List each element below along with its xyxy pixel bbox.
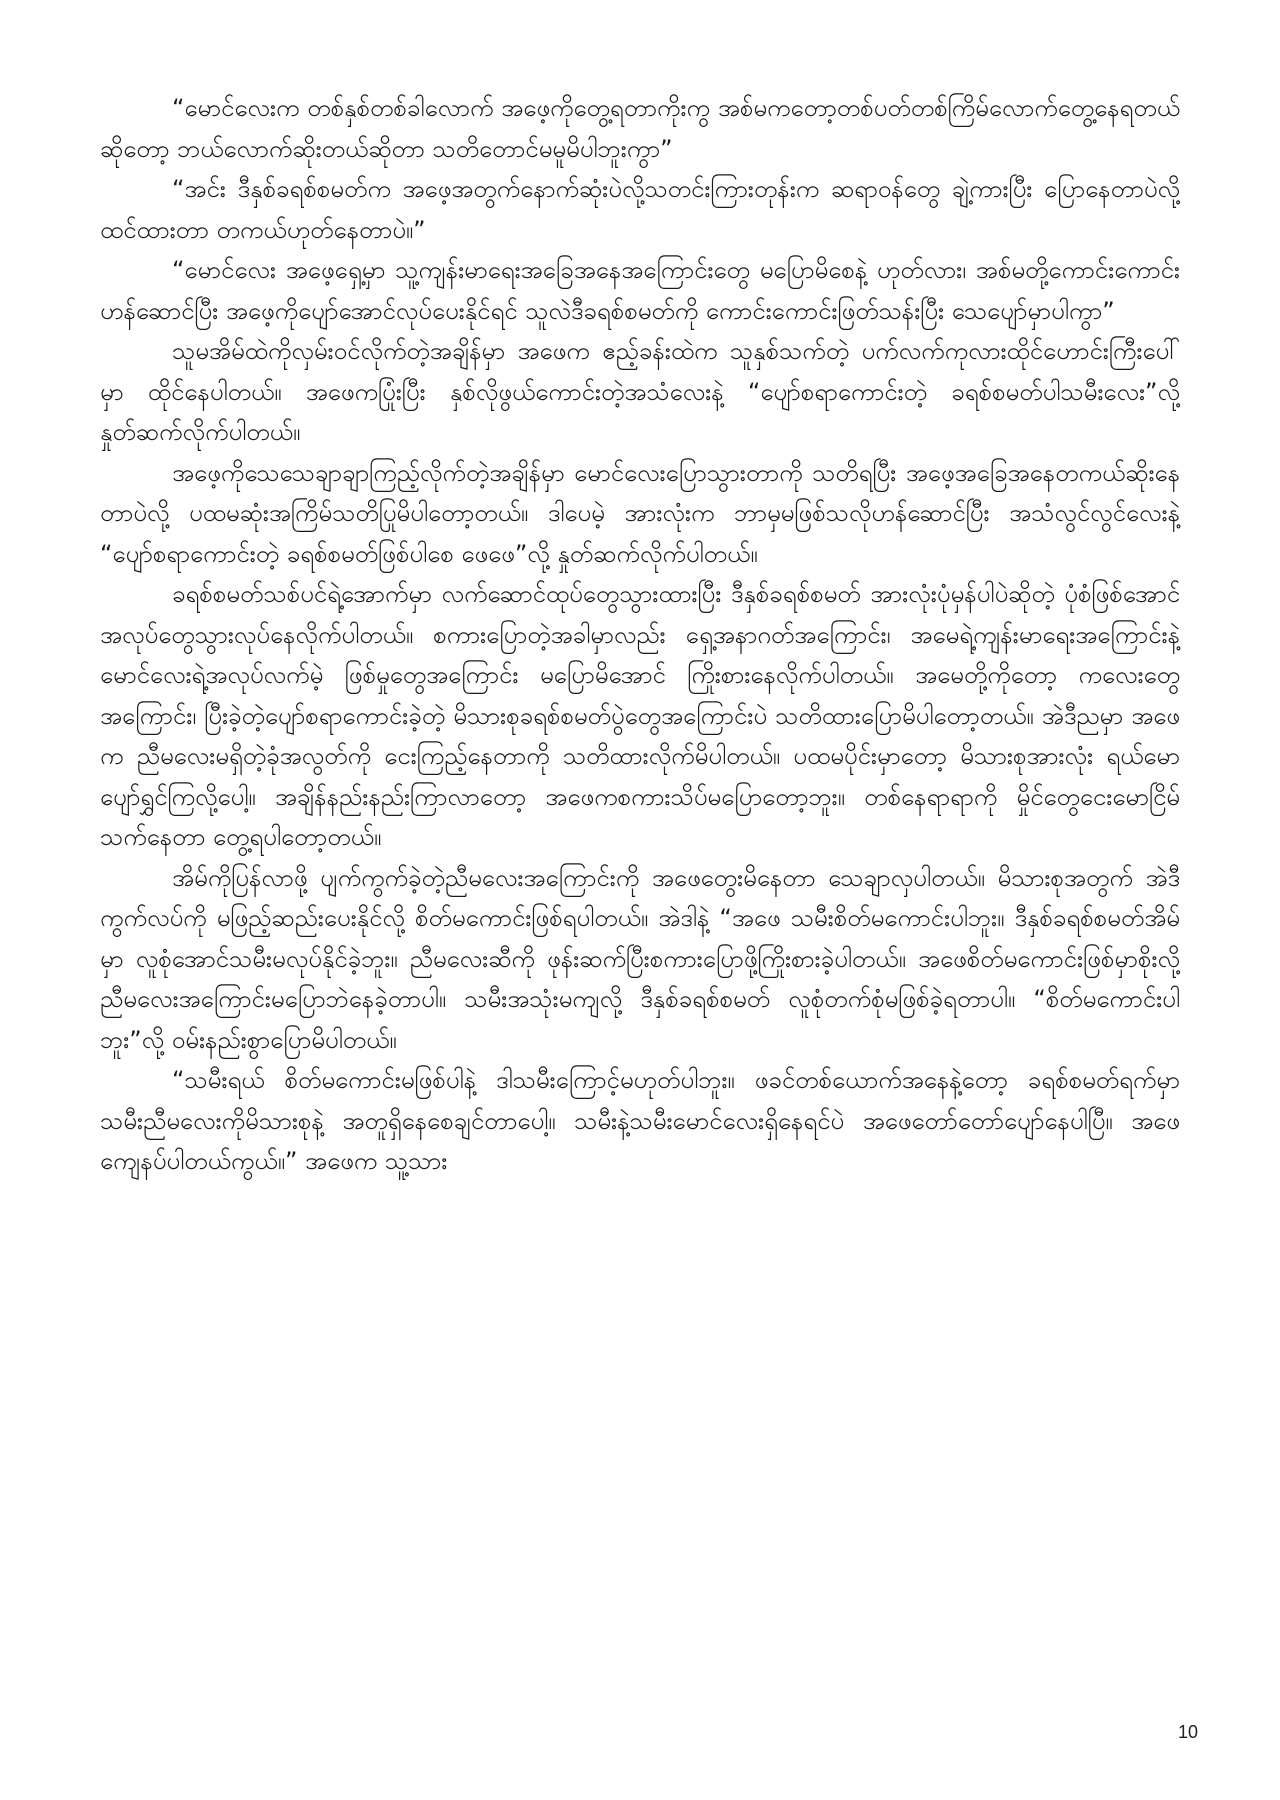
paragraph-3: “မောင်လေး အဖေ့ရှေ့မှာ သူ့ကျန်းမာရေးအခြေအနေအကြောင်းတွေ မပြောမိစေနဲ့ ဟုတ်လား၊ အစ်မတို့ကောင်းကောင်းဟန်ဆောင်ပြီး အဖေ့ကိုပျော်အောင်လုပ်ပေးနိုင်ရင် သူလဲဒီခရစ်စမတ်ကို ကောင်းကောင်းဖြတ်သန်းပြီး သေပျော်မှာပါကွာ” [100, 256, 1180, 325]
paragraph-5: အဖေ့ကိုသေသေချာချာကြည့်လိုက်တဲ့အချိန်မှာ မောင်လေးပြောသွားတာကို သတိရပြီး အဖေ့အခြေအနေတကယ်ဆိုးနေတာပဲလို့ ပထမဆုံးအကြိမ်သတိပြုမိပါတော့တယ်။ ဒါပေမဲ့ အားလုံးက ဘာမှမဖြစ်သလိုဟန်ဆောင်ပြီး အသံလွင်လွင်လေးနဲ့ “ပျော်စရာကောင်းတဲ့ ခရစ်စမတ်ဖြစ်ပါစေ ဖေဖေ”လို့ နှုတ်ဆက်လိုက်ပါတယ်။ [100, 458, 1180, 568]
paragraph-8: “သမီးရယ် စိတ်မကောင်းမဖြစ်ပါနဲ့ ဒါသမီးကြောင့်မဟုတ်ပါဘူး။ ဖခင်တစ်ယောက်အနေနဲ့တော့ ခရစ်စမတ်ရက်မှာ သမီးညီမလေးကိုမိသားစုနဲ့ အတူရှိနေစေချင်တာပေါ့။ သမီးနဲ့သမီးမောင်လေးရှိနေရင်ပဲ အဖေတော်တော်ပျော်နေပါပြီ။ အဖေကျေနပ်ပါတယ်ကွယ်။” အဖေက သူ့သား [100, 1066, 1180, 1175]
paragraph-1: “မောင်လေးက တစ်နှစ်တစ်ခါလောက် အဖေ့ကိုတွေ့ရတာကိုးကွ အစ်မကတော့တစ်ပတ်တစ်ကြိမ်လောက်တွေ့နေရတယ်ဆိုတော့ ဘယ်လောက်ဆိုးတယ်ဆိုတာ သတိတောင်မမူမိပါဘူးကွာ” [100, 94, 1180, 163]
paragraph-4: သူမအိမ်ထဲကိုလှမ်းဝင်လိုက်တဲ့အချိန်မှာ အဖေက ဧည့်ခန်းထဲက သူနှစ်သက်တဲ့ ပက်လက်ကုလားထိုင်ဟောင်းကြီးပေါ်မှာ ထိုင်နေပါတယ်။ အဖေကပြုံးပြီး နှစ်လိုဖွယ်ကောင်းတဲ့အသံလေးနဲ့ “ပျော်စရာကောင်းတဲ့ ခရစ်စမတ်ပါသမီးလေး”လို့ နှုတ်ဆက်လိုက်ပါတယ်။ [100, 337, 1180, 446]
paragraph-7: အိမ်ကိုပြန်လာဖို့ ပျက်ကွက်ခဲ့တဲ့ညီမလေးအကြောင်းကို အဖေတွေးမိနေတာ သေချာလှပါတယ်။ မိသားစုအတွက် အဲဒီကွက်လပ်ကို မဖြည့်ဆည်းပေးနိုင်လို့ စိတ်မကောင်းဖြစ်ရပါတယ်။ အဲဒါနဲ့ “အဖေ သမီးစိတ်မကောင်းပါဘူး။ ဒီနှစ်ခရစ်စမတ်အိမ်မှာ လူစုံအောင်သမီးမလုပ်နိုင်ခဲ့ဘူး။ ညီမလေးဆီကို ဖုန်းဆက်ပြီးစကားပြောဖို့ကြိုးစားခဲ့ပါတယ်။ အဖေစိတ်မကောင်းဖြစ်မှာစိုးလို့ ညီမလေးအကြောင်းမပြောဘဲနေခဲ့တာပါ။ သမီးအသုံးမကျလို့ ဒီနှစ်ခရစ်စမတ် လူစုံတက်စုံမဖြစ်ခဲ့ရတာပါ။ “စိတ်မကောင်းပါဘူး”လို့ ဝမ်းနည်းစွာပြောမိပါတယ်။ [100, 863, 1180, 1054]
paragraph-2: “အင်း ဒီနှစ်ခရစ်စမတ်က အဖေ့အတွက်နောက်ဆုံးပဲလို့သတင်းကြားတုန်းက ဆရာဝန်တွေ ချဲ့ကားပြီး ပြောနေတာပဲလို့ထင်ထားတာ တကယ်ဟုတ်နေတာပဲ။” [100, 175, 1181, 244]
text-body [100, 88, 1180, 1182]
page-number: 10 [1177, 1722, 1198, 1742]
paragraph-6: ခရစ်စမတ်သစ်ပင်ရဲ့အောက်မှာ လက်ဆောင်ထုပ်တွေသွားထားပြီး ဒီနှစ်ခရစ်စမတ် အားလုံးပုံမှန်ပါပဲဆိုတဲ့ ပုံစံဖြစ်အောင် အလုပ်တွေသွားလုပ်နေလိုက်ပါတယ်။ စကားပြောတဲ့အခါမှာလည်း ရှေ့အနာဂတ်အကြောင်း၊ အမေရဲ့ကျန်းမာရေးအကြောင်းနဲ့ မောင်လေးရဲ့အလုပ်လက်မဲ့ ဖြစ်မှုတွေအကြောင်း မပြောမိအောင် ကြိုးစားနေလိုက်ပါတယ်။ အမေတို့ကိုတော့ ကလေးတွေအကြောင်း၊ ပြီးခဲ့တဲ့ပျော်စရာကောင်းခဲ့တဲ့ မိသားစုခရစ်စမတ်ပွဲတွေအကြောင်းပဲ သတိထားပြောမိပါတော့တယ်။ အဲဒီညမှာ အဖေက ညီမလေးမရှိတဲ့ခုံအလွတ်ကို ငေးကြည့်နေတာကို သတိထားလိုက်မိပါတယ်။ ပထမပိုင်းမှာတော့ မိသားစုအားလုံး ရယ်မောပျော်ရွှင်ကြလို့ပေါ့။ အချိန်နည်းနည်းကြာလာတော့ အဖေကစကားသိပ်မပြောတော့ဘူး။ တစ်နေရာရာကို မှိုင်တွေငေးမောငြိမ်သက်နေတာ တွေ့ရပါတော့တယ်။ [100, 580, 1180, 851]
